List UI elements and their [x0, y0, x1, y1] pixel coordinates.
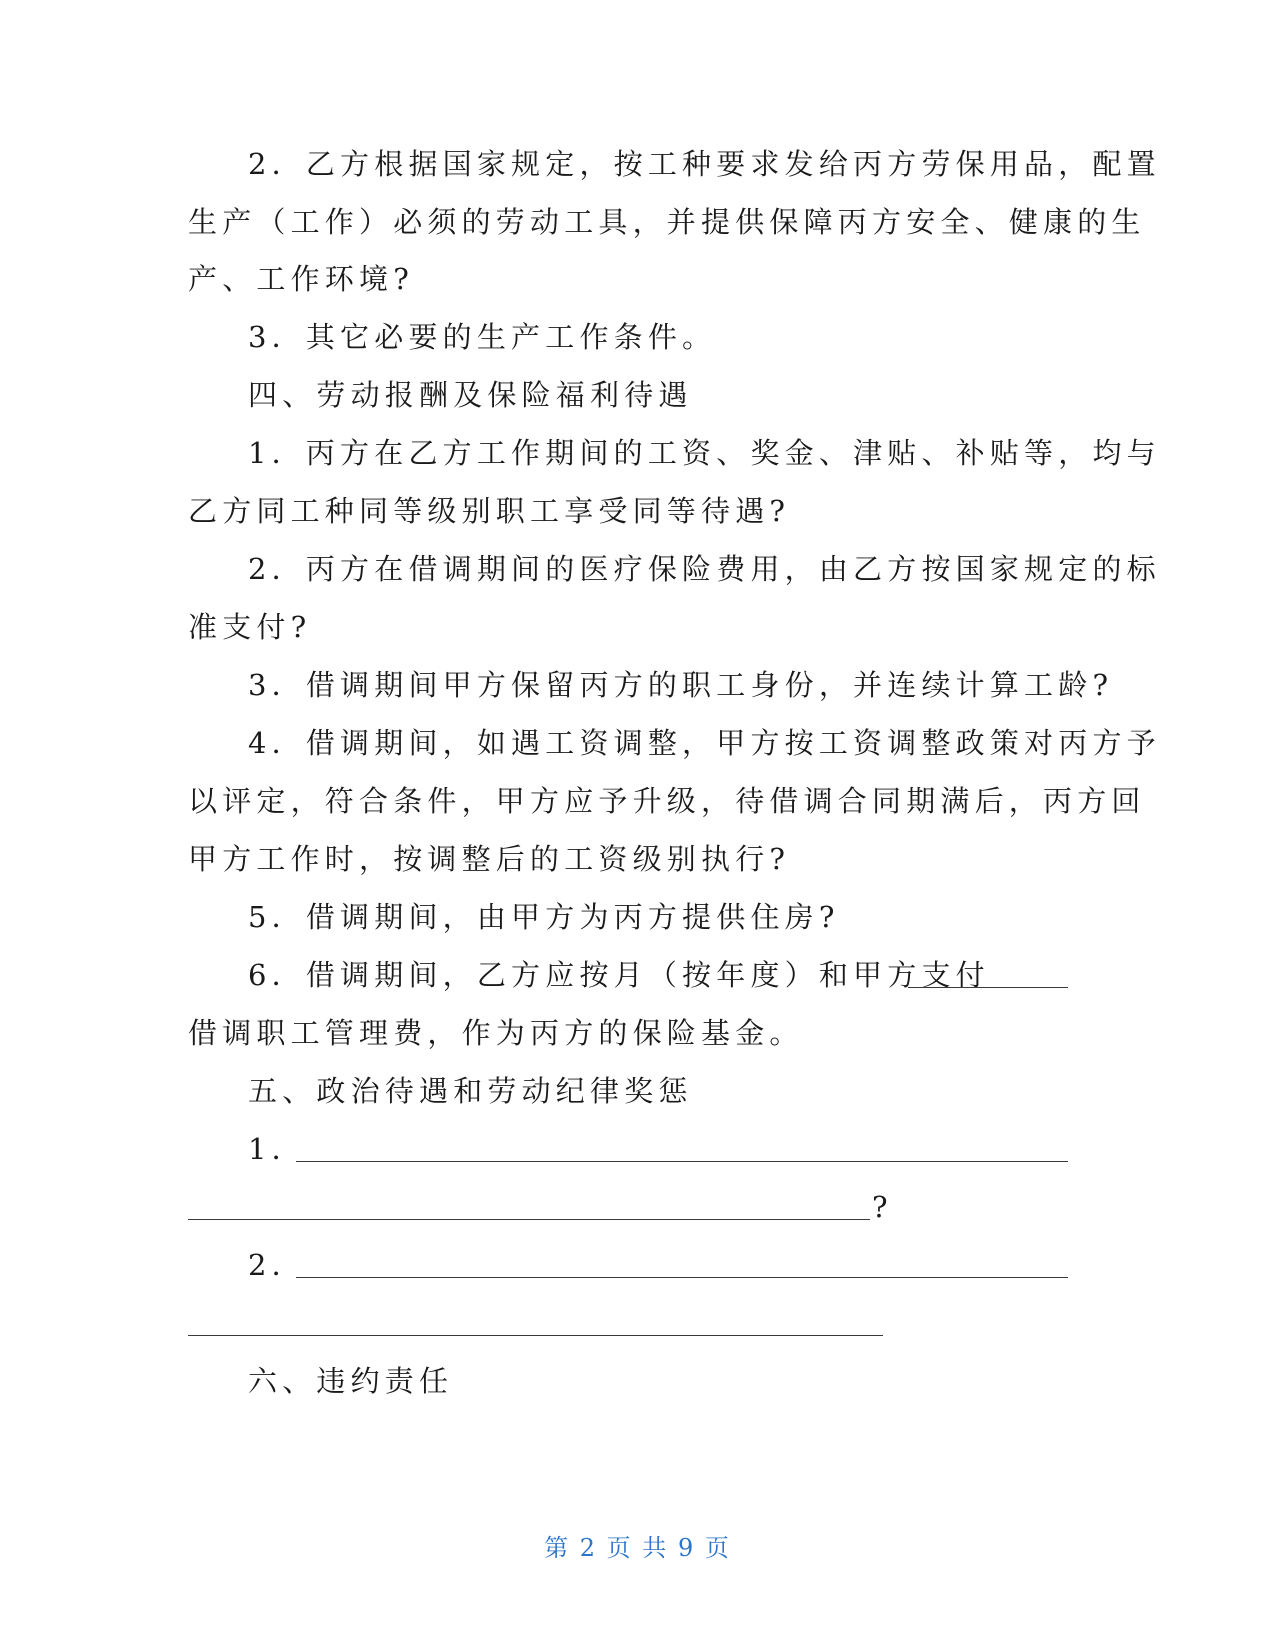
- section-heading-4: 四、劳动报酬及保险福利待遇: [248, 378, 693, 412]
- paragraph-line: 5．借调期间，由甲方为丙方提供住房?: [248, 900, 840, 934]
- paragraph-line: 2．乙方根据国家规定，按工种要求发给丙方劳保用品，配置: [248, 147, 1161, 181]
- item1-blank-line2: [188, 1219, 870, 1220]
- page-footer: 第 2 页 共 9 页: [544, 1534, 731, 1562]
- paragraph-line: 1．丙方在乙方工作期间的工资、奖金、津贴、补贴等，均与: [248, 436, 1161, 470]
- item-number: 1．: [248, 1132, 306, 1166]
- paragraph-line: 甲方工作时，按调整后的工资级别执行?: [188, 842, 791, 876]
- item1-blank-line1: [296, 1161, 1068, 1162]
- paragraph-line: 产、工作环境?: [188, 262, 414, 296]
- item2-blank-line1: [296, 1277, 1068, 1278]
- section-heading-6: 六、违约责任: [248, 1364, 454, 1398]
- fee-blank: [908, 987, 1068, 988]
- paragraph-line: 以评定，符合条件，甲方应予升级，待借调合同期满后，丙方回: [188, 784, 1146, 818]
- section-heading-5: 五、政治待遇和劳动纪律奖惩: [248, 1074, 693, 1108]
- paragraph-line: 准支付?: [188, 610, 312, 644]
- paragraph-line: 借调职工管理费，作为丙方的保险基金。: [188, 1016, 804, 1050]
- item-end-mark: ?: [872, 1190, 893, 1224]
- paragraph-line: 3．其它必要的生产工作条件。: [248, 320, 717, 354]
- paragraph-line: 乙方同工种同等级别职工享受同等待遇?: [188, 494, 791, 528]
- item2-blank-line2: [188, 1335, 883, 1336]
- paragraph-line: [248, 955, 1128, 995]
- paragraph-line: 生产（工作）必须的劳动工具，并提供保障丙方安全、健康的生: [188, 205, 1146, 239]
- paragraph-line: 2．丙方在借调期间的医疗保险费用，由乙方按国家规定的标: [248, 552, 1161, 586]
- paragraph-line: 4．借调期间，如遇工资调整，甲方按工资调整政策对丙方予: [248, 726, 1161, 760]
- paragraph-text: 6．借调期间，乙方应按月（按年度）和甲方支付: [248, 958, 990, 992]
- paragraph-line: 3．借调期间甲方保留丙方的职工身份，并连续计算工龄?: [248, 668, 1114, 702]
- item-number: 2．: [248, 1248, 306, 1282]
